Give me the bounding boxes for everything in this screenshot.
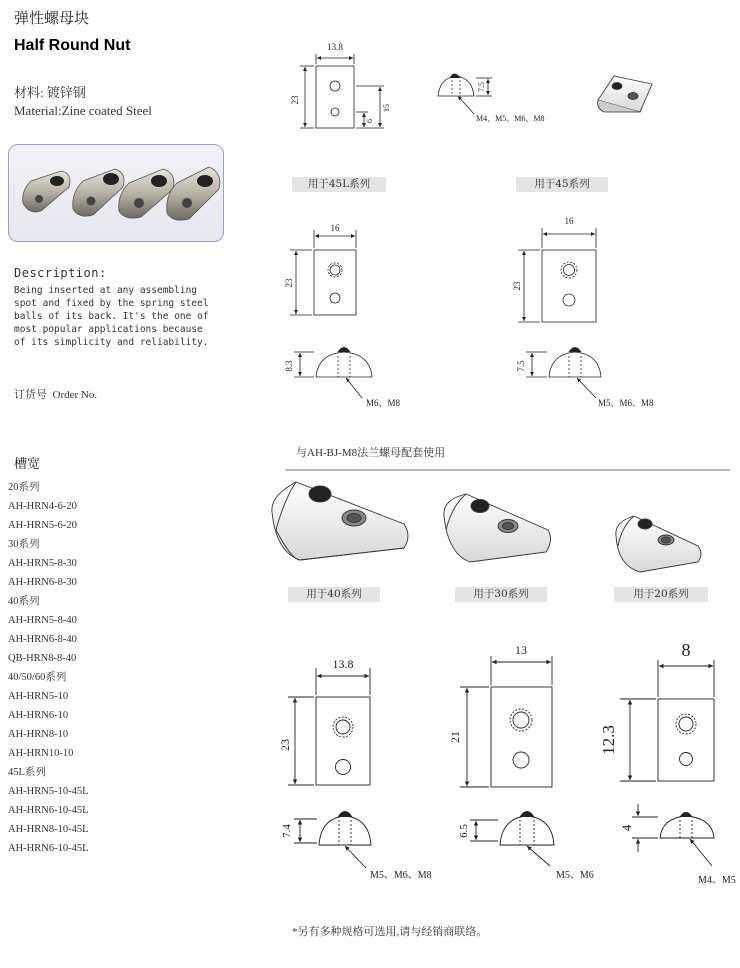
dim-text: 6 <box>365 119 374 123</box>
tag-20-series: 用于20系列 <box>614 587 708 602</box>
order-list-item: AH-HRN6-8-40 <box>8 634 77 645</box>
nut-3d-45-icon <box>598 76 652 112</box>
order-list-item: AH-HRN10-10 <box>8 748 74 759</box>
dim-text: 23 <box>290 95 300 105</box>
dim-text: 6.5 <box>458 824 470 838</box>
drawing-d-side <box>470 812 554 867</box>
dim-text: 23 <box>512 281 522 291</box>
order-list-item: 20系列 <box>8 482 40 493</box>
order-no-label: 订货号 Order No. <box>14 389 98 401</box>
dim-text: 13.8 <box>332 657 354 671</box>
dim-text: 23 <box>284 278 294 288</box>
description-line: balls of its back. It's the one of <box>14 311 209 322</box>
order-list-item: QB-HRN8-8-40 <box>8 653 77 664</box>
tag-40-series: 用于40系列 <box>288 587 380 602</box>
drawing-a-side <box>294 348 372 399</box>
order-list-item: AH-HRN5-8-40 <box>8 615 77 626</box>
tag-45-series: 用于45系列 <box>516 177 608 192</box>
dim-text: 16 <box>564 216 574 226</box>
drawing-d-top <box>460 656 552 787</box>
order-list-item: 40系列 <box>8 596 40 607</box>
order-list-item: 30系列 <box>8 539 40 550</box>
drawing-b-top <box>518 228 596 322</box>
material-cn: 材料: 镀锌钢 <box>14 85 86 100</box>
order-list-item: AH-HRN6-10-45L <box>8 843 89 854</box>
thread-label: M5、M6、M8 <box>598 398 654 408</box>
order-list-item: AH-HRN8-10 <box>8 729 69 740</box>
slot-width-label: 槽宽 <box>14 457 41 472</box>
nut-3d-20-icon <box>616 516 701 572</box>
dim-text: 7.4 <box>281 824 293 838</box>
nut-3d-30-icon <box>444 494 551 562</box>
dim-text: 13 <box>515 643 527 657</box>
dim-text: 16 <box>330 223 340 233</box>
order-list-item: AH-HRN6-10-45L <box>8 805 89 816</box>
drawing-45l-top <box>300 54 384 128</box>
dim-text: 15 <box>382 104 391 112</box>
order-list-item: AH-HRN8-10-45L <box>8 824 89 835</box>
flange-note: 与AH-BJ-M8法兰螺母配套使用 <box>296 447 446 459</box>
drawing-45-side <box>438 74 492 114</box>
order-list-item: AH-HRN5-10 <box>8 691 69 702</box>
order-list-item: AH-HRN5-10-45L <box>8 786 89 797</box>
thread-label: M5、M6、M8 <box>370 870 432 881</box>
material-en: Material:Zine coated Steel <box>14 103 152 118</box>
drawing-c-side <box>294 812 371 869</box>
drawing-e-top <box>620 660 714 781</box>
description-line: spot and fixed by the spring steel <box>14 298 209 309</box>
tag-30-series: 用于30系列 <box>455 587 547 602</box>
footer-note: *另有多种规格可选用,请与经销商联络。 <box>292 926 488 938</box>
dim-text: 8.3 <box>284 360 294 372</box>
description-line: most popular applications because <box>14 324 203 335</box>
title-cn: 弹性螺母块 <box>14 9 90 27</box>
description-line: Being inserted at any assembling <box>14 285 198 296</box>
drawing-e-side <box>632 804 714 866</box>
dim-text: 12.3 <box>599 725 618 755</box>
nut-3d-40-icon <box>272 482 408 560</box>
order-list-item: AH-HRN5-6-20 <box>8 520 77 531</box>
tag-45l-series: 用于45L系列 <box>292 177 386 192</box>
order-list-item: 40/50/60系列 <box>8 672 67 683</box>
dim-text: 13.8 <box>327 42 343 52</box>
order-list-item: AH-HRN4-6-20 <box>8 501 77 512</box>
dim-text: 8 <box>681 640 691 660</box>
dim-text: 7.5 <box>477 82 486 92</box>
order-list-item: 45L系列 <box>8 767 46 778</box>
description-heading: Description: <box>14 266 107 280</box>
dim-text: 21 <box>448 731 462 743</box>
thread-label: M4、M5 <box>698 875 736 886</box>
thread-label: M4、M5、M6、M8 <box>476 114 545 123</box>
order-list-item: AH-HRN6-8-30 <box>8 577 77 588</box>
drawing-c-top <box>288 668 370 785</box>
drawing-b-side <box>526 348 601 399</box>
drawing-a-top <box>290 230 356 315</box>
order-list-item: AH-HRN5-8-30 <box>8 558 77 569</box>
dim-text: 23 <box>278 739 292 751</box>
thread-label: M6、M8 <box>366 398 401 408</box>
order-list-item: AH-HRN6-10 <box>8 710 69 721</box>
dim-text: 7.5 <box>516 360 526 372</box>
description-line: of its simplicity and reliability. <box>14 337 209 348</box>
title-en: Half Round Nut <box>14 37 131 54</box>
thread-label: M5、M6 <box>556 870 594 881</box>
dim-text: 4 <box>619 824 634 832</box>
